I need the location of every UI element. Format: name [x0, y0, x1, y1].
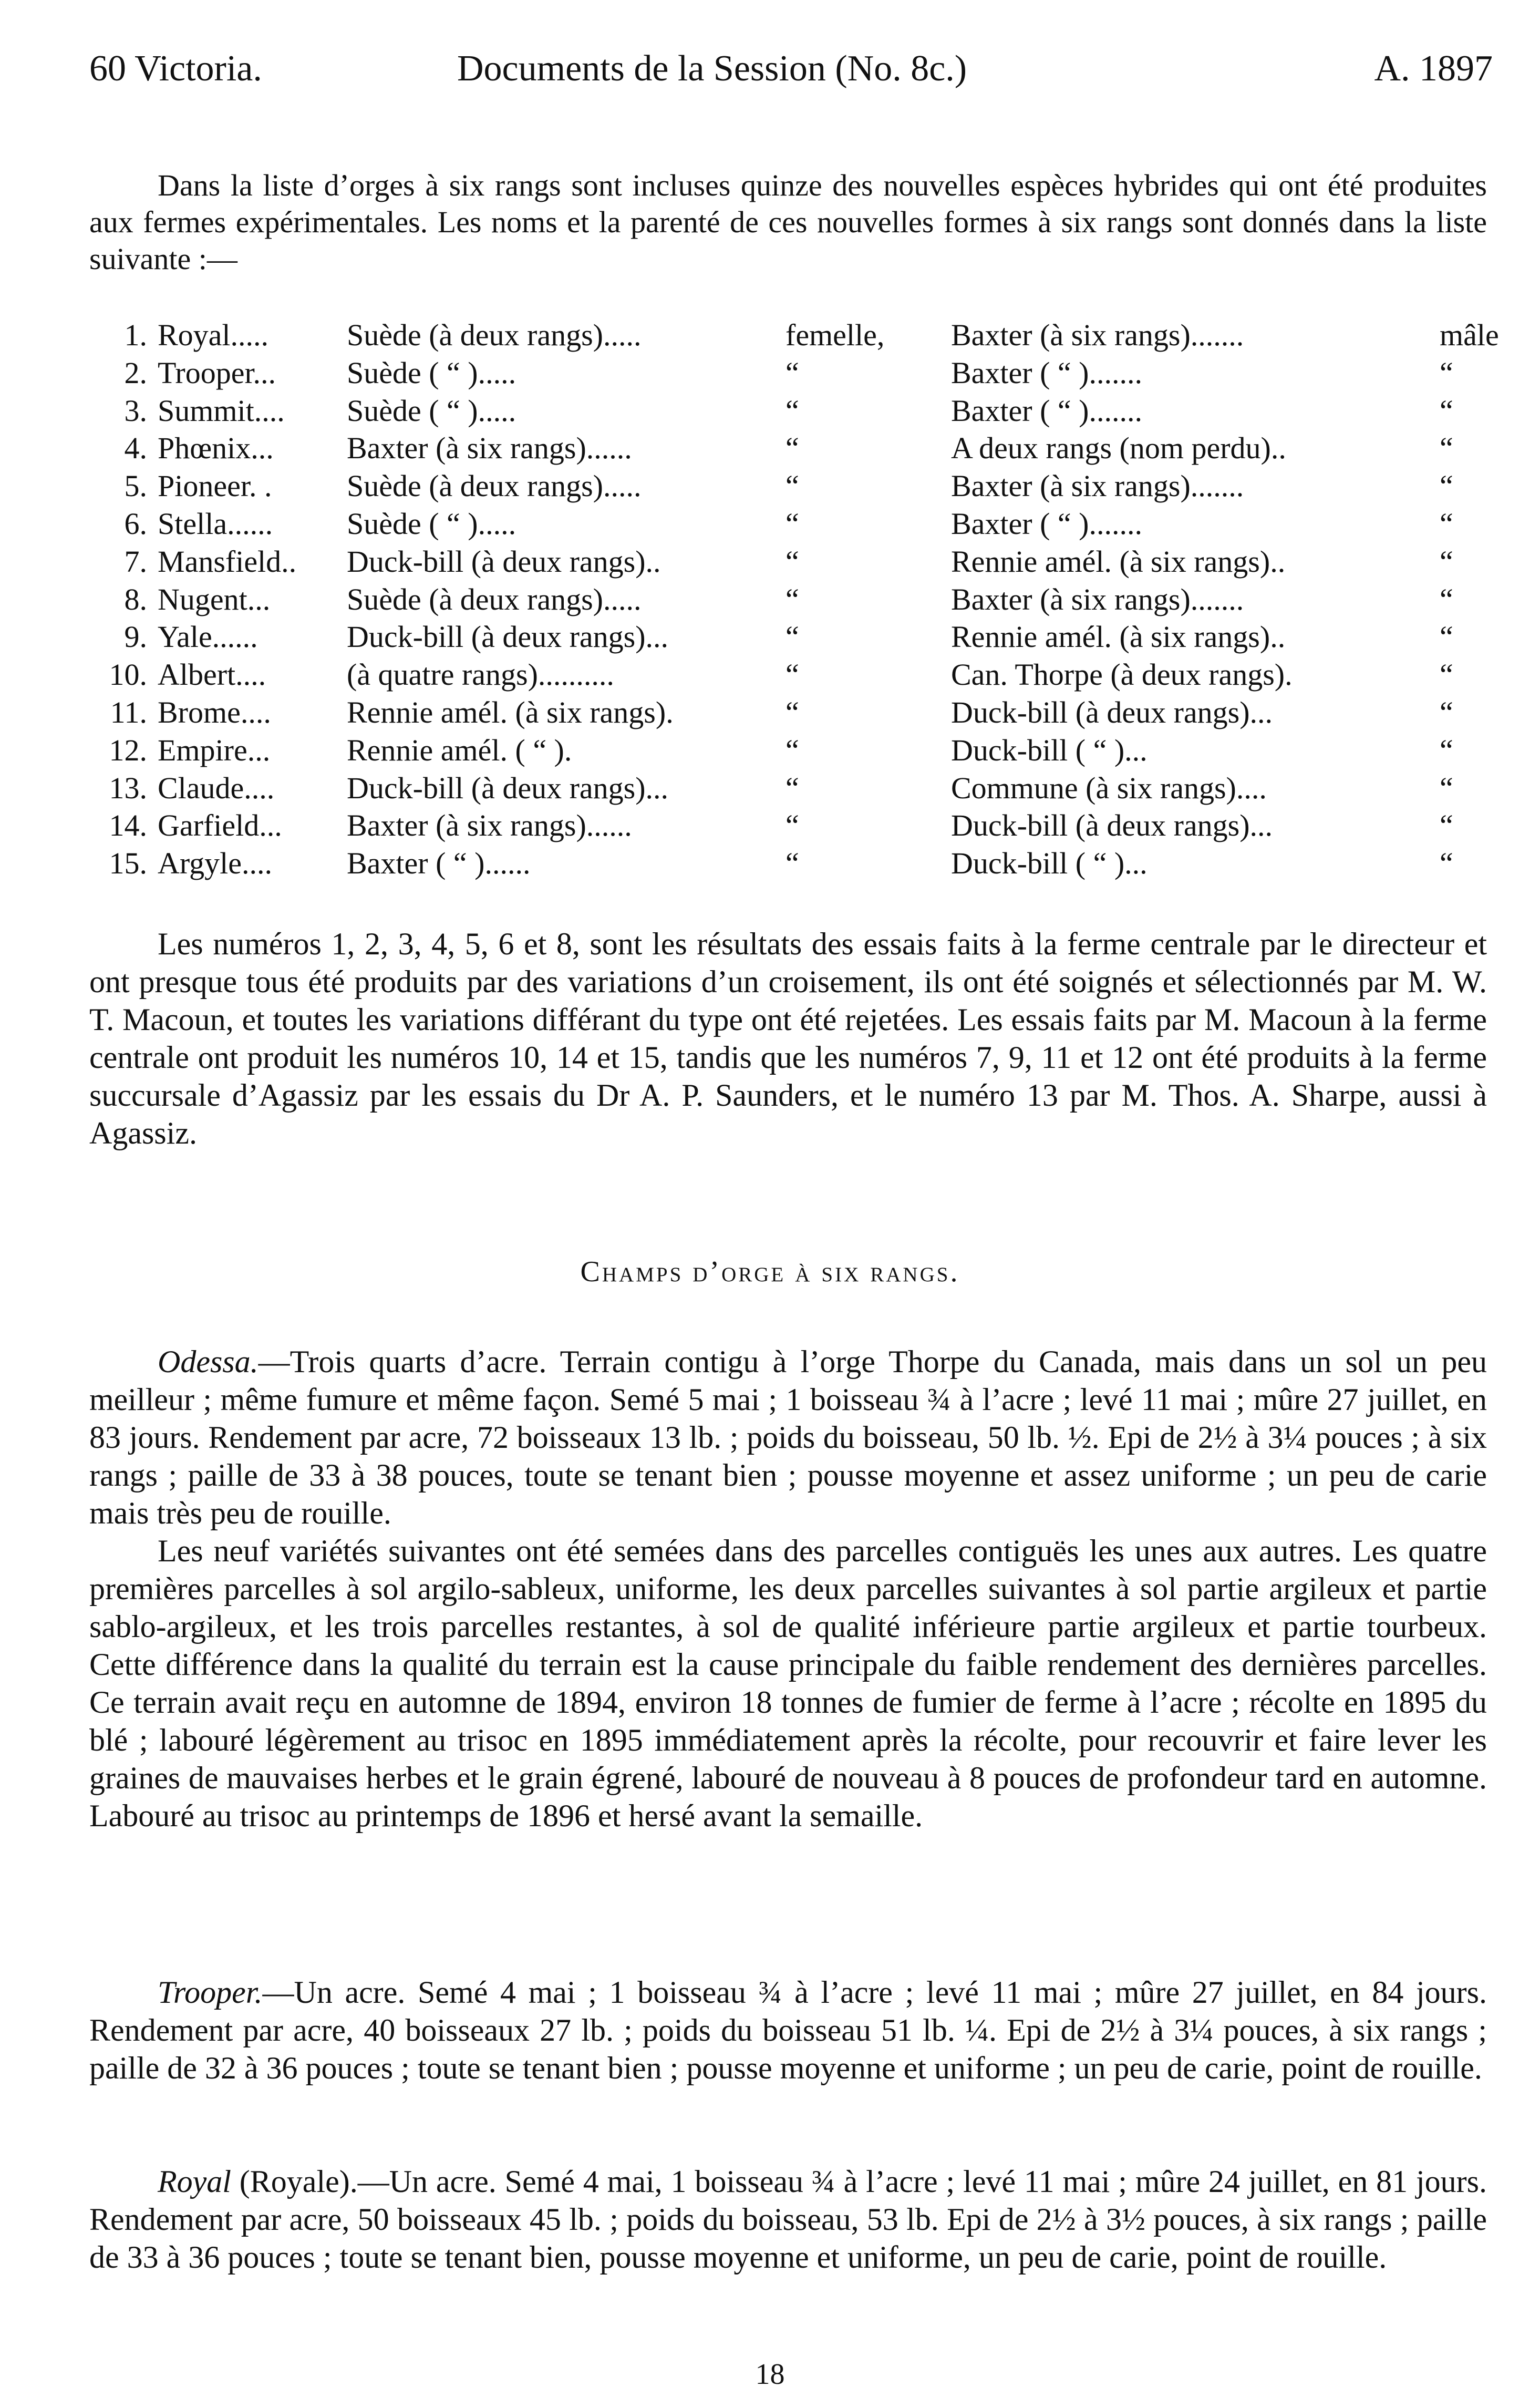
- row-number: 12.: [109, 733, 147, 767]
- father-sex: “: [1440, 431, 1453, 466]
- father-parent: Duck-bill ( “ )...: [951, 733, 1148, 767]
- father-sex: “: [1440, 846, 1453, 881]
- father-sex: “: [1440, 469, 1453, 503]
- father-parent: Duck-bill (à deux rangs)...: [951, 808, 1273, 843]
- royal-name: Royal: [158, 2164, 231, 2199]
- section-title: Champs d’orge à six rangs.: [580, 1256, 960, 1288]
- row-number: 10.: [109, 657, 147, 692]
- father-parent: Commune (à six rangs)....: [951, 770, 1267, 805]
- explanation-text: Les numéros 1, 2, 3, 4, 5, 6 et 8, sont les résultats des essais faits à la ferme centrale par le directeur et ont presque tous été produits par des variations d’un croisement, ils ont été soignés et sélectionnés par M. W. T. Macoun, et toutes les variations différant du type ont été rejetées. Les essais faits par M. Macoun à la ferme centrale ont produit les numéros 10, 14 et 15, tandis que les numéros 7, 9, 11 et 12 ont été produits à la ferme succursale d’Agassiz par les essais du Dr A. P. Saunders, et le numéro 13 par M. Thos. A. Sharpe, aussi à Agassiz.: [89, 927, 1487, 1150]
- mother-parent: Baxter (à six rangs)......: [347, 808, 632, 843]
- father-parent: Duck-bill ( “ )...: [951, 846, 1148, 881]
- mother-sex: “: [785, 620, 799, 654]
- mother-sex: “: [785, 506, 799, 541]
- father-sex: “: [1440, 657, 1453, 692]
- mother-sex: “: [785, 733, 799, 767]
- mother-parent: Baxter ( “ )......: [347, 846, 531, 881]
- variety-name: Trooper...: [158, 355, 276, 390]
- intro-text: Dans la liste d’orges à six rangs sont incluses quinze des nouvelles espèces hybrides qui ont été produites aux fermes expérimentales. Les noms et la parenté de ces nouvelles formes à six rangs sont donnés dans la liste suivante :—: [89, 168, 1487, 276]
- row-number: 9.: [124, 620, 147, 654]
- variety-name: Stella......: [158, 506, 273, 541]
- mother-sex: femelle,: [785, 318, 885, 352]
- row-number: 7.: [124, 544, 147, 579]
- father-sex: “: [1440, 506, 1453, 541]
- mother-parent: Duck-bill (à deux rangs)...: [347, 620, 669, 654]
- variety-name: Albert....: [158, 657, 266, 692]
- royal-text: (Royale).—Un acre. Semé 4 mai, 1 boisseau ¾ à l’acre ; levé 11 mai ; mûre 24 juillet, en 81 jours. Rendement par acre, 50 boisseaux 45 lb. ; poids du boisseau, 53 lb. Epi de 2½ à 3½ pouces, à six rangs ; paille de 33 à 36 pouces ; toute se tenant bien, pousse moyenne et uniforme, un peu de carie, point de rouille.: [89, 2164, 1487, 2275]
- father-sex: mâle: [1440, 318, 1499, 352]
- father-sex: “: [1440, 582, 1453, 616]
- father-sex: “: [1440, 393, 1453, 428]
- mother-sex: “: [785, 582, 799, 616]
- mother-sex: “: [785, 657, 799, 692]
- hybrid-row: [79, 468, 1508, 506]
- odessa-entry: [89, 1343, 1487, 1835]
- mother-sex: “: [785, 355, 799, 390]
- father-parent: Baxter ( “ ).......: [951, 355, 1142, 390]
- mother-parent: Duck-bill (à deux rangs)..: [347, 544, 661, 579]
- row-number: 1.: [124, 318, 147, 352]
- mother-parent: Rennie amél. (à six rangs).: [347, 695, 674, 729]
- row-number: 13.: [109, 770, 147, 805]
- father-sex: “: [1440, 695, 1453, 729]
- variety-name: Empire...: [158, 733, 271, 767]
- row-number: 3.: [124, 393, 147, 428]
- plots-paragraph: Les neuf variétés suivantes ont été semées dans des parcelles contiguës les unes aux autres. Les quatre premières parcelles à sol argilo-sableux, uniforme, les deux parcelles suivantes à sol partie argileux et partie sablo-argileux, et les trois parcelles restantes, à sol de qualité inférieure partie argileux et partie tourbeux. Cette différence dans la qualité du terrain est la cause principale du faible rendement des dernières parcelles. Ce terrain avait reçu en automne de 1894, environ 18 tonnes de fumier de ferme à l’acre ; récolte en 1895 du blé ; labouré légèrement au trisoc en 1895 immédiatement après la récolte, pour recouvrir et faire lever les graines de mauvaises herbes et le grain égrené, labouré de nouveau à 8 pouces de profondeur tard en automne. Labouré au trisoc au printemps de 1896 et hersé avant la semaille.: [89, 1534, 1487, 1833]
- father-sex: “: [1440, 355, 1453, 390]
- mother-parent: Rennie amél. ( “ ).: [347, 733, 572, 767]
- variety-name: Nugent...: [158, 582, 271, 616]
- father-parent: Baxter (à six rangs).......: [951, 469, 1244, 503]
- header-document-title: Documents de la Session (No. 8c.): [457, 48, 967, 89]
- hybrid-row: [79, 506, 1508, 544]
- row-number: 15.: [109, 846, 147, 881]
- variety-name: Garfield...: [158, 808, 282, 843]
- hybrid-row: [79, 695, 1508, 733]
- royal-entry: [89, 2163, 1487, 2276]
- hybrid-row: [79, 355, 1508, 393]
- father-sex: “: [1440, 770, 1453, 805]
- mother-parent: Duck-bill (à deux rangs)...: [347, 770, 669, 805]
- father-parent: Baxter ( “ ).......: [951, 506, 1142, 541]
- odessa-name: Odessa.: [158, 1344, 259, 1379]
- variety-name: Phœnix...: [158, 431, 274, 466]
- father-parent: Rennie amél. (à six rangs)..: [951, 620, 1286, 654]
- variety-name: Summit....: [158, 393, 285, 428]
- hybrid-row: [79, 317, 1508, 355]
- variety-name: Brome....: [158, 695, 271, 729]
- royal-paragraph: [89, 2163, 1487, 2276]
- mother-sex: “: [785, 695, 799, 729]
- row-number: 6.: [124, 506, 147, 541]
- row-number: 14.: [109, 808, 147, 843]
- hybrid-row: [79, 733, 1508, 770]
- intro-paragraph: [89, 167, 1487, 277]
- mother-parent: Suède ( “ ).....: [347, 393, 516, 428]
- explanation-paragraph: [89, 925, 1487, 1152]
- father-parent: Baxter (à six rangs).......: [951, 582, 1244, 616]
- trooper-paragraph: [89, 1973, 1487, 2087]
- father-parent: Rennie amél. (à six rangs)..: [951, 544, 1286, 579]
- father-sex: “: [1440, 544, 1453, 579]
- father-parent: Can. Thorpe (à deux rangs).: [951, 657, 1293, 692]
- mother-parent: Baxter (à six rangs)......: [347, 431, 632, 466]
- mother-parent: (à quatre rangs)..........: [347, 657, 614, 692]
- header-year: A. 1897: [1374, 48, 1493, 89]
- mother-sex: “: [785, 393, 799, 428]
- variety-name: Mansfield..: [158, 544, 297, 579]
- trooper-entry: [89, 1973, 1487, 2087]
- page-number: 18: [755, 2358, 785, 2391]
- father-parent: Baxter (à six rangs).......: [951, 318, 1244, 352]
- header-session-year: 60 Victoria.: [89, 48, 262, 89]
- hybrid-row: [79, 808, 1508, 846]
- hybrid-row: [79, 846, 1508, 883]
- hybrid-row: [79, 657, 1508, 695]
- mother-parent: Suède ( “ ).....: [347, 506, 516, 541]
- hybrid-parentage-list: [79, 317, 1508, 883]
- trooper-name: Trooper.: [158, 1975, 263, 2010]
- row-number: 8.: [124, 582, 147, 616]
- mother-sex: “: [785, 808, 799, 843]
- variety-name: Claude....: [158, 770, 275, 805]
- mother-parent: Suède (à deux rangs).....: [347, 318, 642, 352]
- mother-sex: “: [785, 770, 799, 805]
- father-parent: Duck-bill (à deux rangs)...: [951, 695, 1273, 729]
- hybrid-row: [79, 393, 1508, 431]
- mother-parent: Suède (à deux rangs).....: [347, 582, 642, 616]
- odessa-paragraph: [89, 1343, 1487, 1532]
- variety-name: Yale......: [158, 620, 258, 654]
- row-number: 11.: [110, 695, 147, 729]
- row-number: 2.: [124, 355, 147, 390]
- father-sex: “: [1440, 733, 1453, 767]
- variety-name: Argyle....: [158, 846, 273, 881]
- row-number: 4.: [124, 431, 147, 466]
- hybrid-row: [79, 544, 1508, 582]
- trooper-text: —Un acre. Semé 4 mai ; 1 boisseau ¾ à l’acre ; levé 11 mai ; mûre 27 juillet, en 84 jours. Rendement par acre, 40 boisseaux 27 lb. ; poids du boisseau 51 lb. ¼. Epi de 2½ à 3¼ pouces, à six rangs ; paille de 32 à 36 pouces ; toute se tenant bien ; pousse moyenne et uniforme ; un peu de carie, point de rouille.: [89, 1975, 1487, 2085]
- mother-parent: Suède ( “ ).....: [347, 355, 516, 390]
- father-sex: “: [1440, 808, 1453, 843]
- mother-parent: Suède (à deux rangs).....: [347, 469, 642, 503]
- mother-sex: “: [785, 469, 799, 503]
- father-sex: “: [1440, 620, 1453, 654]
- mother-sex: “: [785, 544, 799, 579]
- variety-name: Pioneer. .: [158, 469, 272, 503]
- father-parent: Baxter ( “ ).......: [951, 393, 1142, 428]
- odessa-text: —Trois quarts d’acre. Terrain contigu à l’orge Thorpe du Canada, mais dans un sol un peu meilleur ; même fumure et même façon. Semé 5 mai ; 1 boisseau ¾ à l’acre ; levé 11 mai ; mûre 27 juillet, en 83 jours. Rendement par acre, 72 boisseaux 13 lb. ; poids du boisseau, 50 lb. ½. Epi de 2½ à 3¼ pouces ; à six rangs ; paille de 33 à 38 pouces, toute se tenant bien ; pousse moyenne et assez uniforme ; un peu de carie mais très peu de rouille.: [89, 1344, 1487, 1530]
- hybrid-row: [79, 430, 1508, 468]
- hybrid-row: [79, 582, 1508, 620]
- mother-sex: “: [785, 431, 799, 466]
- hybrid-row: [79, 770, 1508, 808]
- hybrid-row: [79, 619, 1508, 657]
- variety-name: Royal.....: [158, 318, 269, 352]
- mother-sex: “: [785, 846, 799, 881]
- father-parent: A deux rangs (nom perdu)..: [951, 431, 1286, 466]
- row-number: 5.: [124, 469, 147, 503]
